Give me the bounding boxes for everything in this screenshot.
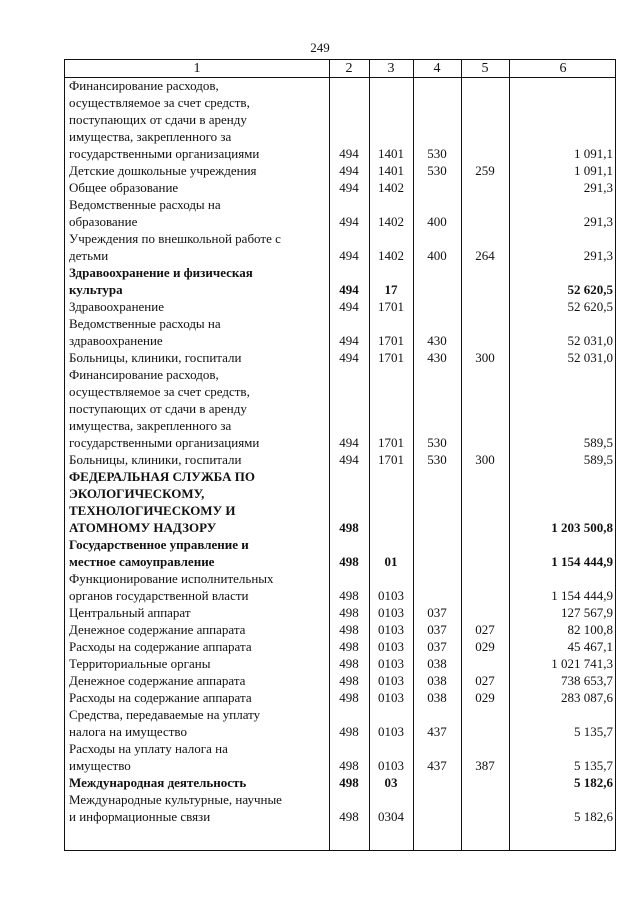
description-line: государственными организациями <box>69 435 260 450</box>
description-line: Учреждения по внешкольной работе с <box>69 231 281 246</box>
description-line: Финансирование расходов, <box>69 78 219 93</box>
description-line: осуществляемое за счет средств, <box>69 95 250 110</box>
amount-value: 45 467,1 <box>567 639 613 654</box>
table-row <box>65 179 617 196</box>
section-code: 0304 <box>378 809 404 824</box>
section-code: 0103 <box>378 639 404 654</box>
description-line: органов государственной власти <box>69 588 249 603</box>
expense-type-code: 029 <box>475 690 495 705</box>
description-line: Детские дошкольные учреждения <box>69 163 257 178</box>
section-code: 1401 <box>378 163 404 178</box>
section-code: 0103 <box>378 673 404 688</box>
table-row <box>65 570 617 604</box>
amount-value: 5 182,6 <box>574 809 613 824</box>
amount-value: 5 135,7 <box>574 758 613 773</box>
section-code: 1701 <box>378 452 404 467</box>
amount-value: 1 091,1 <box>574 146 613 161</box>
section-code: 17 <box>384 282 398 297</box>
description-line: Территориальные органы <box>69 656 211 671</box>
description-line: ТЕХНОЛОГИЧЕСКОМУ И <box>69 503 236 518</box>
column-header-6: 6 <box>559 61 567 76</box>
ministry-code: 494 <box>339 299 359 314</box>
description-line: поступающих от сдачи в аренду <box>69 112 247 127</box>
description-line: Общее образование <box>69 180 179 195</box>
ministry-code: 494 <box>339 214 359 229</box>
ministry-code: 494 <box>339 452 359 467</box>
ministry-code: 494 <box>339 248 359 263</box>
description-line: Денежное содержание аппарата <box>69 622 246 637</box>
row-description <box>69 196 327 230</box>
description-line: здравоохранение <box>69 333 163 348</box>
amount-value: 1 154 444,9 <box>551 554 613 569</box>
row-description <box>69 638 327 655</box>
expense-type-code: 264 <box>475 248 495 263</box>
description-line: Финансирование расходов, <box>69 367 219 382</box>
amount-value: 291,3 <box>583 248 613 263</box>
section-code: 1701 <box>378 435 404 450</box>
expense-type-code: 259 <box>475 163 495 178</box>
row-description <box>69 570 327 604</box>
row-description <box>69 655 327 672</box>
target-article-code: 037 <box>427 605 447 620</box>
amount-value: 52 031,0 <box>567 333 613 348</box>
row-description <box>69 706 327 740</box>
ministry-code: 498 <box>339 775 359 790</box>
row-description <box>69 468 327 536</box>
column-header-1: 1 <box>193 61 201 76</box>
ministry-code: 498 <box>339 690 359 705</box>
description-line: имущество <box>69 758 131 773</box>
target-article-code: 437 <box>427 758 447 773</box>
target-article-code: 437 <box>427 724 447 739</box>
description-line: и информационные связи <box>69 809 211 824</box>
ministry-code: 498 <box>339 758 359 773</box>
row-description <box>69 451 327 468</box>
ministry-code: 498 <box>339 588 359 603</box>
description-line: Ведомственные расходы на <box>69 197 221 212</box>
ministry-code: 498 <box>339 605 359 620</box>
table-row <box>65 536 617 570</box>
row-description <box>69 179 327 196</box>
section-code: 1701 <box>378 333 404 348</box>
description-line: Здравоохранение <box>69 299 164 314</box>
ministry-code: 498 <box>339 673 359 688</box>
target-article-code: 400 <box>427 214 447 229</box>
description-line: местное самоуправление <box>69 554 215 569</box>
description-line: Расходы на содержание аппарата <box>69 690 252 705</box>
target-article-code: 037 <box>427 622 447 637</box>
section-code: 01 <box>384 554 398 569</box>
row-description <box>69 366 327 451</box>
row-description <box>69 162 327 179</box>
amount-value: 1 021 741,3 <box>551 656 613 671</box>
target-article-code: 038 <box>427 673 447 688</box>
description-line: АТОМНОМУ НАДЗОРУ <box>69 520 217 535</box>
table-row <box>65 451 617 468</box>
amount-value: 1 154 444,9 <box>551 588 613 603</box>
description-line: Государственное управление и <box>69 537 249 552</box>
expense-type-code: 387 <box>475 758 495 773</box>
ministry-code: 498 <box>339 724 359 739</box>
target-article-code: 530 <box>427 163 447 178</box>
table-row <box>65 791 617 825</box>
description-line: Ведомственные расходы на <box>69 316 221 331</box>
row-description <box>69 536 327 570</box>
description-line: Расходы на содержание аппарата <box>69 639 252 654</box>
amount-value: 589,5 <box>583 435 613 450</box>
description-line: Денежное содержание аппарата <box>69 673 246 688</box>
table-row <box>65 621 617 638</box>
description-line: Больницы, клиники, госпитали <box>69 452 242 467</box>
table-row <box>65 264 617 298</box>
amount-value: 5 182,6 <box>574 775 613 790</box>
column-header-2: 2 <box>345 61 353 76</box>
amount-value: 291,3 <box>583 180 613 195</box>
ministry-code: 498 <box>339 809 359 824</box>
section-code: 0103 <box>378 724 404 739</box>
budget-table <box>64 59 616 851</box>
expense-type-code: 029 <box>475 639 495 654</box>
row-description <box>69 315 327 349</box>
section-code: 0103 <box>378 758 404 773</box>
row-description <box>69 298 327 315</box>
section-code: 0103 <box>378 605 404 620</box>
ministry-code: 494 <box>339 163 359 178</box>
section-code: 0103 <box>378 656 404 671</box>
column-header-5: 5 <box>481 61 489 76</box>
table-row <box>65 740 617 774</box>
expense-type-code: 300 <box>475 452 495 467</box>
description-line: образование <box>69 214 138 229</box>
ministry-code: 494 <box>339 350 359 365</box>
description-line: имущества, закрепленного за <box>69 129 232 144</box>
ministry-code: 498 <box>339 656 359 671</box>
description-line: ЭКОЛОГИЧЕСКОМУ, <box>69 486 205 501</box>
description-line: Центральный аппарат <box>69 605 191 620</box>
target-article-code: 530 <box>427 435 447 450</box>
row-description <box>69 230 327 264</box>
amount-value: 52 620,5 <box>567 282 613 297</box>
description-line: Функционирование исполнительных <box>69 571 274 586</box>
section-code: 1402 <box>378 214 404 229</box>
ministry-code: 494 <box>339 282 359 297</box>
description-line: государственными организациями <box>69 146 260 161</box>
table-row <box>65 672 617 689</box>
description-line: Международные культурные, научные <box>69 792 282 807</box>
amount-value: 82 100,8 <box>567 622 613 637</box>
table-row <box>65 77 617 162</box>
table-row <box>65 366 617 451</box>
table-row <box>65 706 617 740</box>
table-row <box>65 349 617 366</box>
section-code: 0103 <box>378 690 404 705</box>
section-code: 1701 <box>378 350 404 365</box>
amount-value: 589,5 <box>583 452 613 467</box>
ministry-code: 498 <box>339 622 359 637</box>
description-line: налога на имущество <box>69 724 187 739</box>
section-code: 03 <box>384 775 398 790</box>
table-row <box>65 315 617 349</box>
section-code: 1401 <box>378 146 404 161</box>
table-row <box>65 230 617 264</box>
expense-type-code: 300 <box>475 350 495 365</box>
amount-value: 5 135,7 <box>574 724 613 739</box>
description-line: Международная деятельность <box>69 775 247 790</box>
ministry-code: 494 <box>339 435 359 450</box>
description-line: культура <box>69 282 123 297</box>
table-row <box>65 162 617 179</box>
description-line: имущества, закрепленного за <box>69 418 232 433</box>
description-line: Здравоохранение и физическая <box>69 265 253 280</box>
target-article-code: 400 <box>427 248 447 263</box>
table-row <box>65 689 617 706</box>
row-description <box>69 264 327 298</box>
description-line: детьми <box>69 248 109 263</box>
section-code: 1402 <box>378 180 404 195</box>
expense-type-code: 027 <box>475 673 495 688</box>
amount-value: 52 620,5 <box>567 299 613 314</box>
amount-value: 291,3 <box>583 214 613 229</box>
table-row <box>65 196 617 230</box>
target-article-code: 038 <box>427 690 447 705</box>
amount-value: 127 567,9 <box>561 605 613 620</box>
target-article-code: 430 <box>427 350 447 365</box>
table-row <box>65 774 617 791</box>
description-line: Расходы на уплату налога на <box>69 741 228 756</box>
row-description <box>69 349 327 366</box>
description-line: поступающих от сдачи в аренду <box>69 401 247 416</box>
section-code: 1402 <box>378 248 404 263</box>
row-description <box>69 740 327 774</box>
description-line: осуществляемое за счет средств, <box>69 384 250 399</box>
row-description <box>69 604 327 621</box>
table-row <box>65 655 617 672</box>
column-header-3: 3 <box>387 61 395 76</box>
amount-value: 52 031,0 <box>567 350 613 365</box>
description-line: ФЕДЕРАЛЬНАЯ СЛУЖБА ПО <box>69 469 255 484</box>
row-description <box>69 672 327 689</box>
section-code: 0103 <box>378 622 404 637</box>
table-row <box>65 468 617 536</box>
row-description <box>69 774 327 791</box>
section-code: 0103 <box>378 588 404 603</box>
row-description <box>69 77 327 162</box>
target-article-code: 037 <box>427 639 447 654</box>
ministry-code: 494 <box>339 180 359 195</box>
table-row <box>65 298 617 315</box>
target-article-code: 430 <box>427 333 447 348</box>
table-row <box>65 638 617 655</box>
amount-value: 1 091,1 <box>574 163 613 178</box>
target-article-code: 530 <box>427 452 447 467</box>
row-description <box>69 689 327 706</box>
row-description <box>69 791 327 825</box>
ministry-code: 494 <box>339 333 359 348</box>
ministry-code: 498 <box>339 520 359 535</box>
amount-value: 283 087,6 <box>561 690 613 705</box>
ministry-code: 498 <box>339 639 359 654</box>
description-line: Больницы, клиники, госпитали <box>69 350 242 365</box>
amount-value: 1 203 500,8 <box>551 520 613 535</box>
target-article-code: 530 <box>427 146 447 161</box>
section-code: 1701 <box>378 299 404 314</box>
description-line: Средства, передаваемые на уплату <box>69 707 261 722</box>
row-description <box>69 621 327 638</box>
ministry-code: 498 <box>339 554 359 569</box>
ministry-code: 494 <box>339 146 359 161</box>
expense-type-code: 027 <box>475 622 495 637</box>
column-header-4: 4 <box>433 61 441 76</box>
target-article-code: 038 <box>427 656 447 671</box>
table-row <box>65 604 617 621</box>
amount-value: 738 653,7 <box>561 673 613 688</box>
page-number: 249 <box>310 40 330 55</box>
